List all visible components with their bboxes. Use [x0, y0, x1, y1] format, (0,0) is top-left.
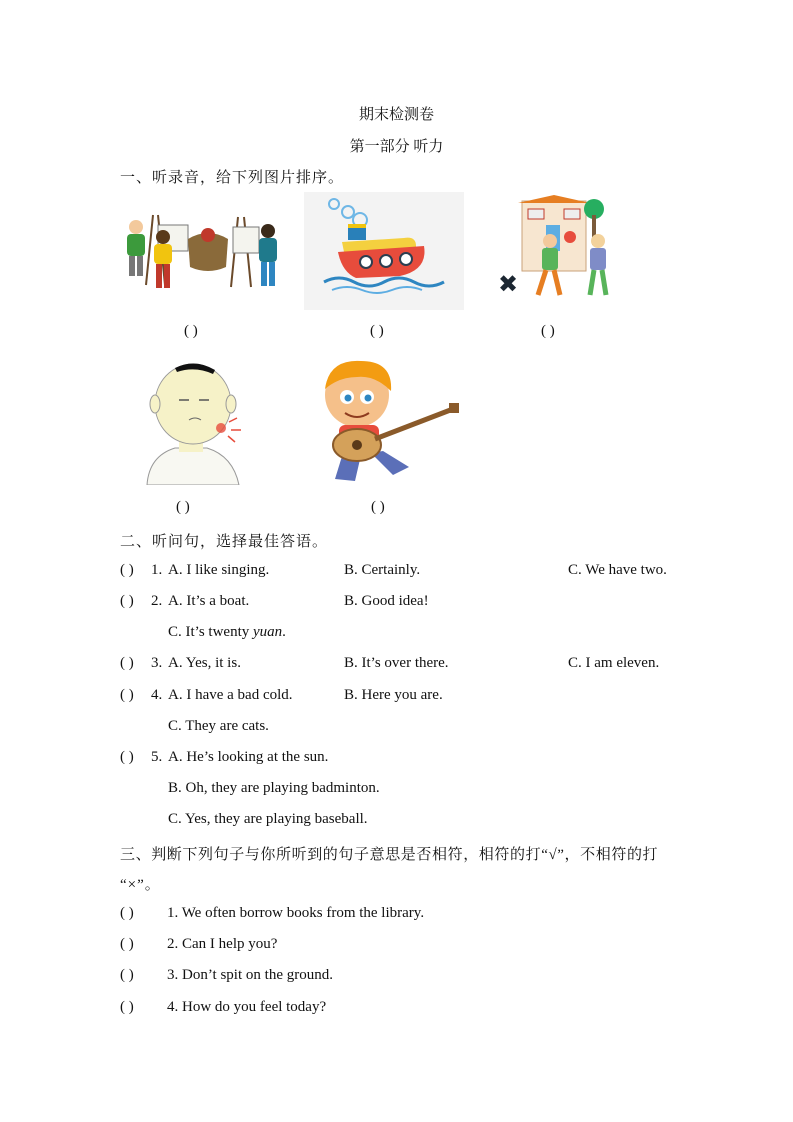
q4-option-a: A. I have a bad cold. [168, 687, 293, 703]
section3-heading-cont: “×”。 [120, 877, 161, 893]
s3-item-4-blank[interactable]: ( ) [120, 999, 134, 1015]
q3-option-c: C. I am eleven. [568, 655, 660, 671]
part-title: 第一部分 听力 [349, 139, 444, 155]
q2-option-b: B. Good idea! [344, 593, 429, 609]
picture-2-blank[interactable]: ( ) [370, 323, 384, 339]
s3-item-2-text: 2. Can I help you? [167, 936, 278, 952]
cross-mark-icon: ✖ [498, 270, 519, 298]
q4-option-c: C. They are cats. [168, 718, 269, 734]
q4-option-b: B. Here you are. [344, 687, 443, 703]
s3-item-3-text: 3. Don’t spit on the ground. [167, 967, 333, 983]
q2-option-c-text: C. It’s twenty [168, 624, 253, 640]
q5-option-a: A. He’s looking at the sun. [168, 749, 329, 765]
s3-item-1-blank[interactable]: ( ) [120, 905, 134, 921]
s3-item-1-text: 1. We often borrow books from the library. [167, 905, 425, 921]
q5-option-c: C. Yes, they are playing baseball. [168, 811, 368, 827]
s3-item-4-text: 4. How do you feel today? [167, 999, 327, 1015]
q1-option-b: B. Certainly. [344, 562, 421, 578]
q5-number: 5. [151, 749, 163, 765]
picture-5-blank[interactable]: ( ) [371, 499, 385, 515]
q1-blank[interactable]: ( ) [120, 562, 134, 578]
section3-heading: 三、判断下列句子与你所听到的句子意思是否相符，相符的打“√”，不相符的打 [120, 847, 659, 863]
q4-blank[interactable]: ( ) [120, 687, 134, 703]
q4-number: 4. [151, 687, 163, 703]
q5-option-b: B. Oh, they are playing badminton. [168, 780, 380, 796]
q2-option-a: A. It’s a boat. [168, 593, 250, 609]
picture-3-blank[interactable]: ( ) [541, 323, 555, 339]
boy-playing-guitar-icon [305, 355, 463, 487]
q1-option-a: A. I like singing. [168, 562, 270, 578]
picture-1-blank[interactable]: ( ) [184, 323, 198, 339]
toy-boat-icon [304, 192, 464, 310]
q2-number: 2. [151, 593, 163, 609]
q5-blank[interactable]: ( ) [120, 749, 134, 765]
q3-option-a: A. Yes, it is. [168, 655, 241, 671]
children-painting-icon [118, 205, 283, 297]
q2-option-c-yuan: yuan [253, 624, 283, 640]
q3-blank[interactable]: ( ) [120, 655, 134, 671]
q2-option-c-end: . [282, 624, 286, 640]
page-title: 期末检测卷 [358, 107, 434, 123]
section2-heading: 二、听问句，选择最佳答语。 [120, 534, 329, 550]
q2-blank[interactable]: ( ) [120, 593, 134, 609]
q2-option-c [168, 624, 286, 641]
q1-option-c: C. We have two. [568, 562, 667, 578]
q3-option-b: B. It’s over there. [344, 655, 449, 671]
s3-item-3-blank[interactable]: ( ) [120, 967, 134, 983]
picture-4-blank[interactable]: ( ) [176, 499, 190, 515]
q1-number: 1. [151, 562, 163, 578]
sick-boy-toothache-icon [135, 360, 247, 485]
q3-number: 3. [151, 655, 163, 671]
s3-item-2-blank[interactable]: ( ) [120, 936, 134, 952]
section1-heading: 一、听录音，给下列图片排序。 [120, 170, 345, 186]
